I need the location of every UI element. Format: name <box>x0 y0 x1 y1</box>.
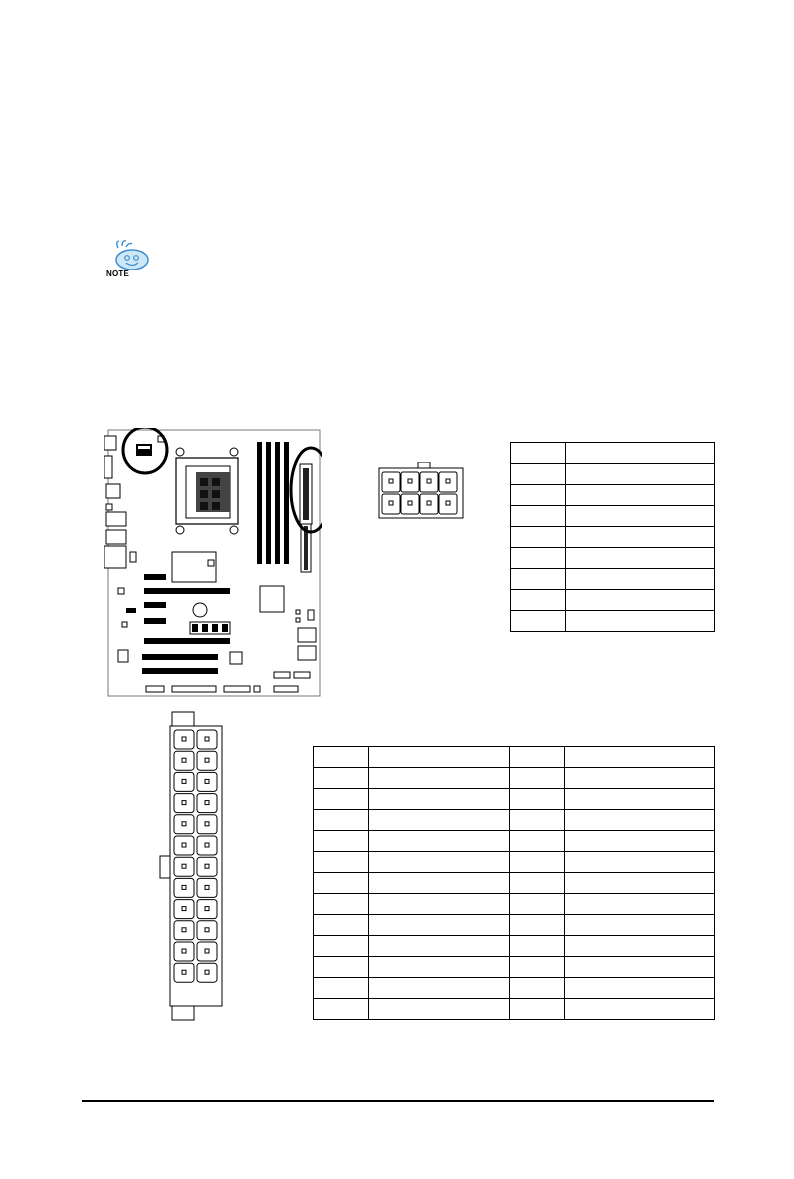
table-cell <box>511 443 566 464</box>
table-row <box>314 915 715 936</box>
table-cell <box>510 852 565 873</box>
table-cell <box>511 464 566 485</box>
table-cell <box>369 936 510 957</box>
atx-12v-8pin-connector-diagram <box>378 462 464 520</box>
atx-24pin-connector-diagram <box>158 710 228 1022</box>
atx-main-power-pin-table <box>313 746 715 1020</box>
atx-12v-pin-table <box>510 442 715 632</box>
footer-divider <box>82 1100 714 1102</box>
table-cell <box>511 548 566 569</box>
table-cell <box>566 590 715 611</box>
table-cell <box>369 999 510 1020</box>
table-cell <box>566 485 715 506</box>
table-cell <box>565 957 715 978</box>
table-row <box>314 873 715 894</box>
motherboard-diagram <box>104 428 322 698</box>
table-cell <box>314 747 369 768</box>
table-cell <box>565 915 715 936</box>
table-row <box>314 810 715 831</box>
table-cell <box>369 768 510 789</box>
table-cell <box>565 831 715 852</box>
table-cell <box>566 527 715 548</box>
table-cell <box>369 915 510 936</box>
note-label: NOTE <box>106 269 130 278</box>
table-cell <box>565 747 715 768</box>
table-cell <box>369 852 510 873</box>
table-row <box>314 747 715 768</box>
table-cell <box>314 936 369 957</box>
table-cell <box>566 443 715 464</box>
table-cell <box>565 936 715 957</box>
table-row <box>314 852 715 873</box>
table-cell <box>510 747 565 768</box>
table-cell <box>369 810 510 831</box>
table-cell <box>565 768 715 789</box>
table-row <box>314 936 715 957</box>
note-icon <box>104 240 150 280</box>
table-cell <box>314 810 369 831</box>
table-cell <box>511 506 566 527</box>
table-cell <box>511 611 566 632</box>
table-cell <box>510 831 565 852</box>
table-row <box>511 527 715 548</box>
table-cell <box>314 789 369 810</box>
table-row <box>511 548 715 569</box>
table-cell <box>369 894 510 915</box>
table-cell <box>511 569 566 590</box>
table-row <box>314 957 715 978</box>
table-cell <box>510 915 565 936</box>
table-cell <box>565 789 715 810</box>
table-row <box>314 894 715 915</box>
table-cell <box>314 957 369 978</box>
table-cell <box>565 873 715 894</box>
table-row <box>511 506 715 527</box>
table-cell <box>566 548 715 569</box>
table-cell <box>510 873 565 894</box>
table-cell <box>510 999 565 1020</box>
table-cell <box>565 894 715 915</box>
table-cell <box>566 506 715 527</box>
table-cell <box>314 852 369 873</box>
table-cell <box>369 978 510 999</box>
table-cell <box>369 873 510 894</box>
table-cell <box>314 978 369 999</box>
table-cell <box>565 978 715 999</box>
table-cell <box>314 894 369 915</box>
table-cell <box>314 873 369 894</box>
table-row <box>314 978 715 999</box>
table-cell <box>510 894 565 915</box>
table-cell <box>369 957 510 978</box>
table-cell <box>314 915 369 936</box>
table-row <box>511 569 715 590</box>
table-row <box>314 768 715 789</box>
table-row <box>511 611 715 632</box>
table-cell <box>565 810 715 831</box>
table-cell <box>565 852 715 873</box>
table-cell <box>511 485 566 506</box>
table-cell <box>510 768 565 789</box>
table-cell <box>565 999 715 1020</box>
table-cell <box>314 999 369 1020</box>
table-cell <box>566 569 715 590</box>
table-row <box>314 831 715 852</box>
table-row <box>511 485 715 506</box>
table-cell <box>314 768 369 789</box>
table-cell <box>510 789 565 810</box>
table-cell <box>510 810 565 831</box>
table-cell <box>510 957 565 978</box>
table-row <box>314 999 715 1020</box>
table-cell <box>510 936 565 957</box>
table-cell <box>566 464 715 485</box>
table-row <box>511 590 715 611</box>
table-row <box>511 443 715 464</box>
table-cell <box>511 527 566 548</box>
table-cell <box>369 747 510 768</box>
table-cell <box>510 978 565 999</box>
table-row <box>314 789 715 810</box>
table-row <box>511 464 715 485</box>
table-cell <box>511 590 566 611</box>
table-cell <box>314 831 369 852</box>
table-cell <box>369 831 510 852</box>
table-cell <box>566 611 715 632</box>
table-cell <box>369 789 510 810</box>
